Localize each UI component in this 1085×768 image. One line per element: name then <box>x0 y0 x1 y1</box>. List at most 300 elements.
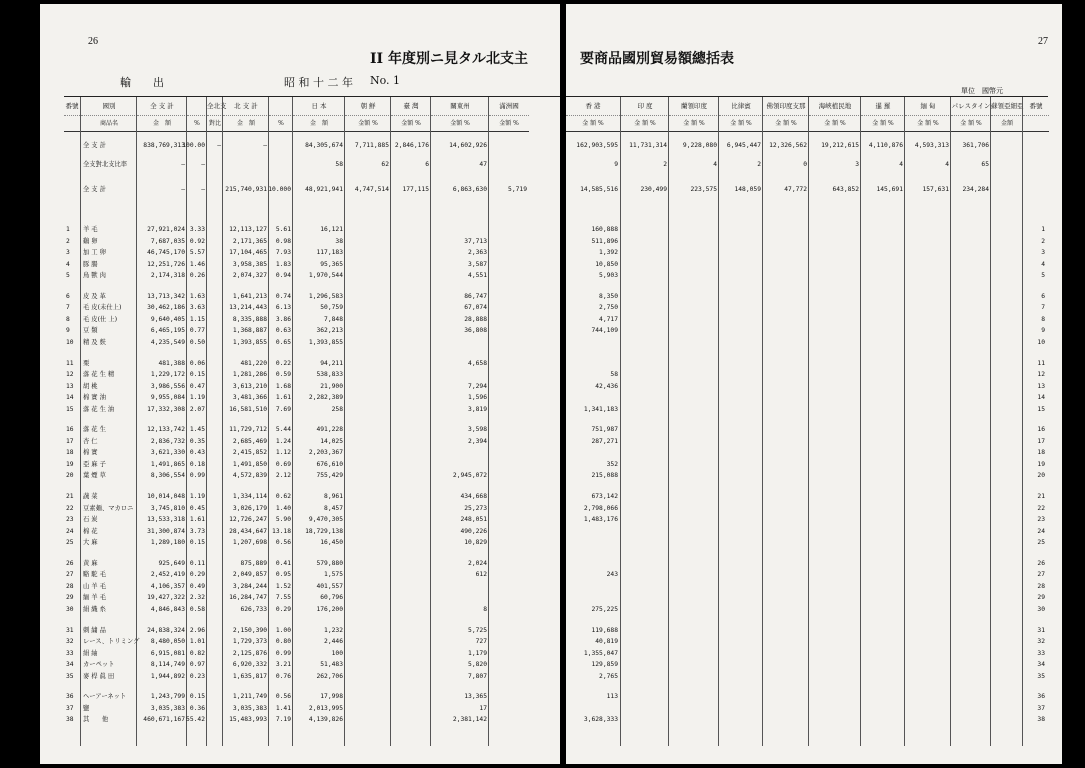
table-cell: 362,213 <box>316 327 343 335</box>
table-cell: 1,635,817 <box>232 672 267 680</box>
column-subheader-label: 金額 % <box>345 115 391 131</box>
column-subheader-label: 金 額 % <box>809 115 861 131</box>
column-subheader-label: 商品名 <box>81 115 137 131</box>
table-cell: 17,104,465 <box>229 249 267 257</box>
table-cell: 9,640,405 <box>150 315 185 323</box>
column-subheader-label: 對比 <box>207 115 223 131</box>
table-cell: 30,462,186 <box>147 304 185 312</box>
table-cell: 2,363 <box>468 249 487 257</box>
column-subheader-label <box>64 115 80 131</box>
summary-cell: — <box>201 161 205 168</box>
table-cell: 1,207,698 <box>232 539 267 547</box>
table-cell: 1,334,114 <box>232 493 267 500</box>
summary-cell: 3 <box>855 161 859 168</box>
page-number: 26 <box>88 36 98 47</box>
table-column <box>950 97 991 746</box>
column-header-label: 關東州 <box>450 102 470 110</box>
column-header <box>669 97 719 132</box>
table-cell: 4,551 <box>468 272 487 280</box>
table-cell: 2,836,732 <box>150 437 185 445</box>
table-column <box>80 97 140 746</box>
table-cell: 401,557 <box>316 582 343 590</box>
column-header-label: 香 港 <box>585 102 601 110</box>
row-number: 31 <box>1037 626 1045 634</box>
commodity-name: 鹽 <box>83 704 90 712</box>
column-header <box>489 97 529 132</box>
summary-cell: 14,585,516 <box>580 186 618 193</box>
table-cell: 86,747 <box>464 292 487 300</box>
table-cell: 0.82 <box>189 649 205 657</box>
row-number: 29 <box>1037 594 1045 602</box>
table-cell: 58 <box>610 371 618 379</box>
table-cell: 0.15 <box>189 539 205 547</box>
row-number: 36 <box>1037 693 1045 701</box>
table-cell: 0.94 <box>275 272 291 280</box>
table-cell: 2.32 <box>189 594 205 602</box>
summary-cell: 48,921,941 <box>305 186 343 193</box>
row-number: 5 <box>66 272 70 280</box>
column-header-label: 朝 鮮 <box>360 102 376 110</box>
summary-row-label: 全 支 計 <box>83 142 106 149</box>
summary-cell: 157,631 <box>922 186 949 193</box>
table-column <box>430 97 489 746</box>
table-cell: 1.15 <box>189 315 205 323</box>
table-cell: 1.41 <box>275 704 291 712</box>
table-cell: 538,833 <box>316 371 343 379</box>
table-cell: 55.42 <box>186 716 205 724</box>
table-cell: 60,796 <box>320 594 343 602</box>
table-cell: 626,733 <box>240 605 267 613</box>
row-number: 9 <box>1041 327 1045 335</box>
table-cell: 13,214,443 <box>229 304 267 312</box>
commodity-name: 落 花 生 精 <box>83 371 115 379</box>
table-cell: 0.95 <box>275 571 291 579</box>
commodity-name: 毛 皮(仕 上) <box>83 315 118 323</box>
table-cell: 10,829 <box>464 539 487 547</box>
column-header-label: 暹 羅 <box>875 102 891 110</box>
table-cell: 1.00 <box>275 626 291 634</box>
table-cell: 12,133,742 <box>147 426 185 434</box>
table-cell: 0.69 <box>275 460 291 468</box>
row-number: 3 <box>66 249 70 257</box>
table-cell: 46,745,170 <box>147 249 185 257</box>
summary-cell: 9,228,080 <box>682 142 717 149</box>
row-number: 29 <box>66 594 74 602</box>
table-cell: 3,958,385 <box>232 260 267 268</box>
table-cell: 6,465,195 <box>150 327 185 335</box>
column-subheader-label: 金 額 % <box>763 115 809 131</box>
table-cell: 42,436 <box>595 382 618 390</box>
right-table <box>566 96 1048 746</box>
table-cell: 0.18 <box>189 460 205 468</box>
table-cell: 7.55 <box>275 594 291 602</box>
column-header <box>431 97 489 132</box>
commodity-name: 山 羊 毛 <box>83 582 106 590</box>
table-cell: 243 <box>606 571 618 579</box>
table-cell: 17,332,308 <box>147 405 185 413</box>
table-cell: 460,671,167 <box>143 716 185 724</box>
table-cell: 13,533,318 <box>147 516 185 524</box>
table-cell: 2,282,389 <box>308 394 343 402</box>
table-cell: 1.61 <box>275 394 291 402</box>
table-cell: 2.96 <box>189 626 205 634</box>
summary-cell: 223,575 <box>690 186 717 193</box>
summary-cell: 47 <box>479 161 487 168</box>
table-cell: 1,355,047 <box>583 649 618 657</box>
left-table <box>64 96 560 746</box>
column-header-label: 比律賓 <box>731 102 751 110</box>
table-cell: 0.59 <box>275 371 291 379</box>
table-cell: 5.57 <box>189 249 205 257</box>
table-cell: 2,203,367 <box>308 449 343 457</box>
summary-cell: 148,059 <box>734 186 761 193</box>
table-cell: 1.45 <box>189 426 205 434</box>
table-cell: 3,481,366 <box>232 394 267 402</box>
table-cell: 0.92 <box>189 237 205 245</box>
summary-cell: — <box>181 161 185 168</box>
table-cell: 0.35 <box>189 437 205 445</box>
summary-cell: — <box>201 186 205 193</box>
summary-cell: 9 <box>614 161 618 168</box>
row-number: 17 <box>1037 437 1045 445</box>
column-subheader-label <box>1023 115 1049 131</box>
row-number: 23 <box>66 516 74 524</box>
summary-cell: 145,691 <box>876 186 903 193</box>
column-header-label: 番號 <box>1029 102 1043 110</box>
table-cell: 2,750 <box>599 304 618 312</box>
table-cell: 4,572,839 <box>232 472 267 480</box>
table-cell: 10,850 <box>595 260 618 268</box>
table-cell: 727 <box>475 638 487 646</box>
column-subheader-label: 金 額 <box>223 115 269 131</box>
summary-cell: 65 <box>981 161 989 168</box>
table-cell: 16,121 <box>320 226 343 233</box>
table-cell: 755,429 <box>316 472 343 480</box>
summary-cell: 177,115 <box>402 186 429 193</box>
table-cell: 94,211 <box>320 359 343 367</box>
table-cell: 2,049,857 <box>232 571 267 579</box>
row-number: 6 <box>66 292 70 300</box>
table-cell: 1,341,183 <box>583 405 618 413</box>
summary-cell: — <box>181 186 185 193</box>
column-subheader-label: % <box>187 115 207 131</box>
table-cell: 17,998 <box>320 693 343 701</box>
commodity-name: 胡 桃 <box>83 382 98 390</box>
table-cell: 2,024 <box>468 559 487 567</box>
summary-cell: 14,602,926 <box>449 142 487 149</box>
summary-cell: 47,772 <box>784 186 807 193</box>
column-header-label: 海峽植民地 <box>818 102 852 110</box>
table-cell: 67,074 <box>464 304 487 312</box>
column-header <box>207 97 227 132</box>
table-cell: 1.19 <box>189 394 205 402</box>
row-number: 2 <box>66 237 70 245</box>
row-number: 20 <box>1037 472 1045 480</box>
summary-cell: 4,593,313 <box>914 142 949 149</box>
table-cell: 129,859 <box>591 661 618 669</box>
commodity-name: 鷄 卵 <box>83 237 98 245</box>
row-number: 24 <box>66 527 74 535</box>
table-cell: 8,480,050 <box>150 638 185 646</box>
table-cell: 262,706 <box>316 672 343 680</box>
table-cell: 27,921,024 <box>147 226 185 233</box>
table-column <box>808 97 861 746</box>
table-cell: 0.06 <box>189 359 205 367</box>
table-cell: 0.77 <box>189 327 205 335</box>
summary-cell: 10.000 <box>268 186 291 193</box>
table-cell: 481,388 <box>158 359 185 367</box>
table-cell: 1.61 <box>189 516 205 524</box>
row-number: 22 <box>1037 504 1045 512</box>
column-header <box>719 97 763 132</box>
table-cell: 1,232 <box>324 626 343 634</box>
row-number: 4 <box>66 260 70 268</box>
row-number: 16 <box>66 426 74 434</box>
row-number: 33 <box>1037 649 1045 657</box>
row-number: 27 <box>66 571 74 579</box>
column-header-label: 臺 灣 <box>403 102 419 110</box>
table-cell: 113 <box>606 693 618 701</box>
commodity-name: レース、トリミング <box>83 638 140 646</box>
summary-cell: 62 <box>381 161 389 168</box>
table-cell: 40,819 <box>595 638 618 646</box>
row-number: 21 <box>1037 493 1045 500</box>
summary-cell: 84,305,674 <box>305 142 343 149</box>
table-cell: 1,243,799 <box>150 693 185 701</box>
table-cell: 3.86 <box>275 315 291 323</box>
summary-cell: 4 <box>945 161 949 168</box>
table-cell: 0.45 <box>189 504 205 512</box>
table-cell: 1.01 <box>189 638 205 646</box>
column-header <box>861 97 905 132</box>
table-cell: 0.22 <box>275 359 291 367</box>
table-cell: 28,888 <box>464 315 487 323</box>
table-cell: 4,139,826 <box>308 716 343 724</box>
row-number: 17 <box>66 437 74 445</box>
column-header <box>763 97 809 132</box>
page-number: 27 <box>1038 36 1048 47</box>
table-cell: 5,820 <box>468 661 487 669</box>
table-cell: 6.13 <box>275 304 291 312</box>
table-cell: 0.50 <box>189 338 205 346</box>
summary-row-label: 全支對北支比率 <box>83 161 128 168</box>
table-column <box>904 97 951 746</box>
table-column <box>762 97 809 746</box>
table-cell: 2,945,072 <box>452 472 487 480</box>
row-number: 8 <box>1041 315 1045 323</box>
table-cell: 1.52 <box>275 582 291 590</box>
column-header <box>905 97 951 132</box>
table-cell: 0.56 <box>275 539 291 547</box>
table-cell: 3,035,383 <box>150 704 185 712</box>
column-header-label: 日 本 <box>311 102 327 110</box>
table-cell: 1,596 <box>468 394 487 402</box>
summary-cell: 11,731,314 <box>629 142 667 149</box>
table-column <box>990 97 1023 746</box>
row-number: 2 <box>1041 237 1045 245</box>
table-cell: 36,808 <box>464 327 487 335</box>
table-cell: 1,179 <box>468 649 487 657</box>
table-cell: 8,457 <box>324 504 343 512</box>
table-cell: 215,088 <box>591 472 618 480</box>
table-cell: 481,220 <box>240 359 267 367</box>
row-number: 28 <box>1037 582 1045 590</box>
row-number: 9 <box>66 327 70 335</box>
table-cell: 0.62 <box>275 493 291 500</box>
row-number: 11 <box>66 359 74 367</box>
column-subheader-label: 金 額 % <box>621 115 669 131</box>
table-cell: 16,581,510 <box>229 405 267 413</box>
row-number: 28 <box>66 582 74 590</box>
table-cell: 14,025 <box>320 437 343 445</box>
summary-cell: 12,326,562 <box>769 142 807 149</box>
table-cell: 6,920,332 <box>232 661 267 669</box>
column-header-label: 番號 <box>65 102 79 110</box>
table-cell: 4,235,549 <box>150 338 185 346</box>
table-cell: 8,961 <box>324 493 343 500</box>
table-cell: 51,483 <box>320 661 343 669</box>
table-cell: 673,142 <box>591 493 618 500</box>
table-cell: 1,491,865 <box>150 460 185 468</box>
row-number: 6 <box>1041 292 1045 300</box>
table-cell: 2,074,327 <box>232 272 267 280</box>
table-column <box>860 97 905 746</box>
table-cell: 0.29 <box>275 605 291 613</box>
commodity-name: 棉 實 <box>83 449 98 457</box>
table-cell: 4,106,357 <box>150 582 185 590</box>
table-cell: 1.19 <box>189 493 205 500</box>
table-cell: 1,393,855 <box>308 338 343 346</box>
column-subheader-label: 金額 % <box>489 115 529 131</box>
row-number: 20 <box>66 472 74 480</box>
table-cell: 4,717 <box>599 315 618 323</box>
summary-cell: 838,769,313 <box>143 142 185 149</box>
table-column <box>718 97 763 746</box>
table-cell: 25,273 <box>464 504 487 512</box>
row-number: 30 <box>66 605 74 613</box>
table-cell: 8,350 <box>599 292 618 300</box>
summary-cell: 100.00 <box>182 142 205 149</box>
table-cell: 0.11 <box>189 559 205 567</box>
table-cell: 21,900 <box>320 382 343 390</box>
table-cell: 1,944,892 <box>150 672 185 680</box>
column-header-label: 蘇領亞細亞 <box>991 102 1024 110</box>
row-number: 15 <box>1037 405 1045 413</box>
commodity-name: 石 炭 <box>83 516 98 524</box>
table-cell: 3,284,244 <box>232 582 267 590</box>
summary-cell: 643,852 <box>832 186 859 193</box>
table-cell: 1,491,850 <box>232 460 267 468</box>
table-column <box>292 97 345 746</box>
column-header <box>809 97 861 132</box>
table-column <box>390 97 431 746</box>
table-cell: 17 <box>479 704 487 712</box>
row-number: 35 <box>66 672 74 680</box>
table-cell: 2,685,469 <box>232 437 267 445</box>
row-number: 27 <box>1037 571 1045 579</box>
table-cell: 13,365 <box>464 693 487 701</box>
table-cell: 3.73 <box>189 527 205 535</box>
table-cell: 0.15 <box>189 371 205 379</box>
table-cell: 100 <box>331 649 343 657</box>
column-subheader-label: 金額 % <box>431 115 489 131</box>
row-number: 23 <box>1037 516 1045 524</box>
table-cell: 8,114,749 <box>150 661 185 669</box>
row-number: 37 <box>66 704 74 712</box>
row-number: 30 <box>1037 605 1045 613</box>
page-title: 要商品國別貿易額總括表 <box>580 51 734 67</box>
unit-label: 單位 國幣元 <box>961 87 1003 95</box>
table-cell: 490,226 <box>460 527 487 535</box>
table-column <box>488 97 529 746</box>
table-cell: 0.76 <box>275 672 291 680</box>
table-cell: 0.98 <box>275 237 291 245</box>
column-header-label: 全北支 <box>207 102 227 110</box>
summary-row-label: 全 支 計 <box>83 186 106 193</box>
column-subheader-label: 金額 <box>991 115 1023 131</box>
table-cell: 7.93 <box>275 249 291 257</box>
commodity-name: 毛 皮(未仕上) <box>83 304 122 312</box>
table-cell: 1.46 <box>189 260 205 268</box>
commodity-name: 葉 煙 草 <box>83 472 106 480</box>
summary-cell: 6,863,630 <box>452 186 487 193</box>
summary-cell: 2 <box>757 161 761 168</box>
summary-cell: 4 <box>713 161 717 168</box>
column-header-label <box>269 99 293 114</box>
table-cell: 2,765 <box>599 672 618 680</box>
table-column <box>1022 97 1049 746</box>
table-cell: 13,713,342 <box>147 292 185 300</box>
table-cell: 7,848 <box>324 315 343 323</box>
commodity-name: 棉 花 <box>83 527 98 535</box>
table-cell: 15,483,993 <box>229 716 267 724</box>
commodity-name: 杏 仁 <box>83 437 98 445</box>
table-cell: 925,649 <box>158 559 185 567</box>
table-cell: 3,628,333 <box>583 716 618 724</box>
table-cell: 12,113,127 <box>229 226 267 233</box>
commodity-name: カーペット <box>83 661 115 669</box>
table-cell: 1,392 <box>599 249 618 257</box>
table-cell: 12,726,247 <box>229 516 267 524</box>
table-cell: 1,211,749 <box>232 693 267 701</box>
table-cell: 3,587 <box>468 260 487 268</box>
table-cell: 511,896 <box>591 237 618 245</box>
row-number: 34 <box>66 661 74 669</box>
row-number: 13 <box>1037 382 1045 390</box>
row-number: 12 <box>66 371 74 379</box>
summary-cell: 4,747,514 <box>354 186 389 193</box>
summary-cell: — <box>263 142 267 149</box>
table-cell: 2,798,066 <box>583 504 618 512</box>
table-cell: 5.61 <box>275 226 291 233</box>
table-cell: 3,035,383 <box>232 704 267 712</box>
column-subheader-label: % <box>269 115 293 131</box>
table-cell: 1.12 <box>275 449 291 457</box>
table-cell: 875,889 <box>240 559 267 567</box>
table-cell: 16,284,747 <box>229 594 267 602</box>
table-cell: 119,688 <box>591 626 618 634</box>
table-column <box>668 97 719 746</box>
table-cell: 0.65 <box>275 338 291 346</box>
commodity-name: ヘーアーネット <box>83 693 127 701</box>
table-cell: 258 <box>331 405 343 413</box>
table-cell: 4,658 <box>468 359 487 367</box>
row-number: 19 <box>1037 460 1045 468</box>
table-cell: 1.24 <box>275 437 291 445</box>
column-header <box>137 97 187 132</box>
table-column <box>620 97 669 746</box>
column-header <box>345 97 391 132</box>
